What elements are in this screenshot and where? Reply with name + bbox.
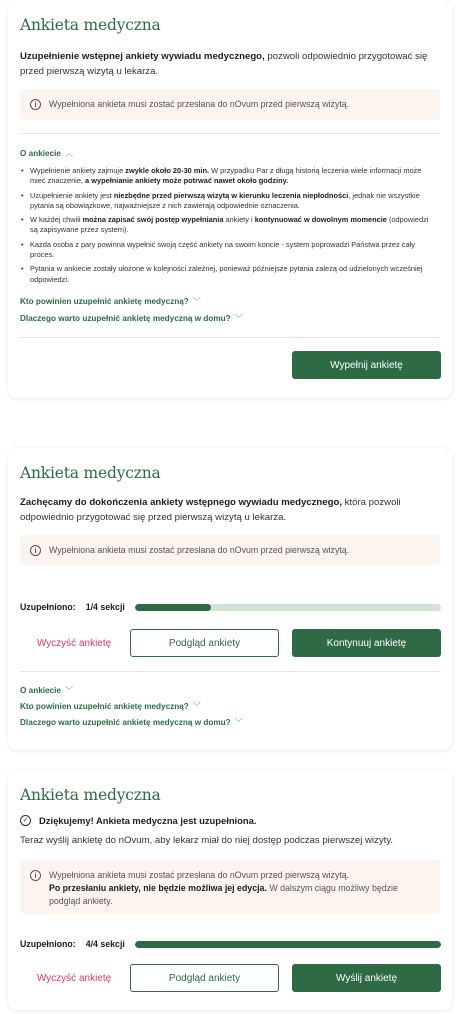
progress-bar: [135, 604, 441, 611]
survey-card-completed: [8, 770, 452, 1010]
lead-rest: która pozwoli odpowiednio przygotować się przed pierwszą wizytą u lekarza.: [20, 497, 401, 523]
who-link-label: Kto powinien uzupełnić ankietę medyczną?: [20, 297, 189, 306]
preview-survey-button[interactable]: Podgląd ankiety: [130, 629, 279, 657]
chevron-down-icon: ﹀: [192, 702, 201, 711]
notice-box: [20, 89, 440, 120]
info-icon: i: [30, 870, 41, 881]
notice-text: Wypełniona ankieta musi zostać przesłana do nOvum przed pierwszą wizytą.: [49, 99, 350, 109]
clear-survey-button[interactable]: Wyczyść ankietę: [36, 637, 112, 649]
notice-box: [20, 535, 440, 565]
chevron-down-icon: ﹀: [234, 314, 243, 323]
send-survey-button[interactable]: Wyślij ankietę: [292, 964, 441, 992]
preview-survey-button[interactable]: Podgląd ankiety: [130, 964, 279, 992]
divider: [20, 337, 440, 338]
about-list: [20, 166, 438, 289]
card-lead: [20, 495, 430, 525]
card-title: Ankieta medyczna: [20, 464, 161, 482]
progress-fill: [135, 941, 441, 948]
progress-label: Uzupełniono:: [20, 939, 76, 949]
why-link-label: Dlaczego warto uzupełnić ankietę medyczną w domu?: [20, 718, 231, 727]
progress-fill: [135, 604, 212, 611]
info-icon: i: [30, 545, 41, 556]
why-link[interactable]: [20, 717, 243, 728]
success-title: Dziękujemy! Ankieta medyczna jest uzupełniona.: [39, 815, 257, 826]
chevron-down-icon: ﹀: [192, 297, 201, 306]
divider: [20, 671, 440, 672]
card-title: Ankieta medyczna: [20, 16, 161, 34]
lead-bold: Zachęcamy do dokończenia ankiety wstępnego wywiadu medycznego,: [20, 497, 343, 508]
progress-row: [20, 939, 441, 949]
continue-survey-button[interactable]: Kontynuuj ankietę: [292, 629, 441, 657]
who-link[interactable]: [20, 701, 201, 712]
list-item: • Pytania w ankiecie zostały ułożone w kolejności zależnej, ponieważ późniejsze pytania zależą od udzielonych wcześniej odpowiedzi.: [20, 264, 438, 285]
about-toggle[interactable]: [20, 685, 73, 696]
success-heading: [20, 815, 256, 826]
card-title: Ankieta medyczna: [20, 786, 161, 804]
check-circle-icon: ✓: [20, 815, 31, 826]
who-link-label: Kto powinien uzupełnić ankietę medyczną?: [20, 702, 189, 711]
list-item: • W każdej chwili można zapisać swój postęp wypełniania ankiety i kontynuować w dowolnym momencie (odpowiedzi są zapisywane przez system).: [20, 215, 438, 236]
notice-text: Wypełniona ankieta musi zostać przesłana do nOvum przed pierwszą wizytą.: [49, 545, 350, 555]
chevron-down-icon: ﹀: [234, 718, 243, 727]
info-icon: i: [30, 99, 41, 110]
list-item: • Wypełnienie ankiety zajmuje zwykle około 20-30 min. W przypadku Par z długą historią leczenia wiele informacji może mieć znaczenie, a wypełnianie ankiety może potrwać nawet około godziny.: [20, 166, 438, 187]
progress-row: [20, 602, 441, 612]
clear-survey-button[interactable]: Wyczyść ankietę: [36, 972, 112, 984]
about-toggle[interactable]: [20, 148, 73, 159]
divider: [20, 133, 440, 134]
lead-bold: Uzupełnienie wstępnej ankiety wywiadu medycznego,: [20, 51, 265, 62]
list-item: • Każda osoba z pary powinna wypełnić swoją część ankiety na swoim koncie - system poprowadzi Państwa przez cały proces.: [20, 240, 438, 261]
progress-label: Uzupełniono:: [20, 602, 76, 612]
notice-box: [20, 860, 440, 914]
why-link[interactable]: [20, 313, 243, 324]
progress-value: 1/4 sekcji: [85, 602, 125, 612]
survey-card-initial: [8, 0, 452, 398]
progress-value: 4/4 sekcji: [85, 939, 125, 949]
success-text: Teraz wyślij ankietę do nOvum, aby lekarz miał do niej dostęp podczas pierwszej wizyty.: [20, 835, 394, 846]
card-lead: [20, 49, 430, 79]
why-link-label: Dlaczego warto uzupełnić ankietę medyczną w domu?: [20, 314, 231, 323]
survey-card-in-progress: [8, 448, 452, 750]
list-item: • Uzupełnienie ankiety jest niezbędne przed pierwszą wizytą w kierunku leczenia niepłodności, jednak nie wszystkie pytania są obowiązkowe, najważniejsze z nich zawierają odpowiednie oznaczenia.: [20, 191, 438, 212]
about-label: O ankiecie: [20, 149, 61, 158]
notice-text: Wypełniona ankieta musi zostać przesłana do nOvum przed pierwszą wizytą. Po przesłaniu ankiety, nie będzie możliwa jej edycja. W dalszym ciągu możliwy będzie podgląd ankiety.: [49, 870, 398, 906]
fill-survey-button[interactable]: Wypełnij ankietę: [292, 351, 441, 379]
about-label: O ankiecie: [20, 686, 61, 695]
lead-rest: pozwoli odpowiednio przygotować się przed pierwszą wizytą u lekarza.: [20, 51, 428, 77]
who-link[interactable]: [20, 296, 201, 307]
chevron-up-icon: ︿: [64, 149, 73, 158]
progress-bar: [135, 941, 441, 948]
chevron-down-icon: ﹀: [64, 686, 73, 695]
